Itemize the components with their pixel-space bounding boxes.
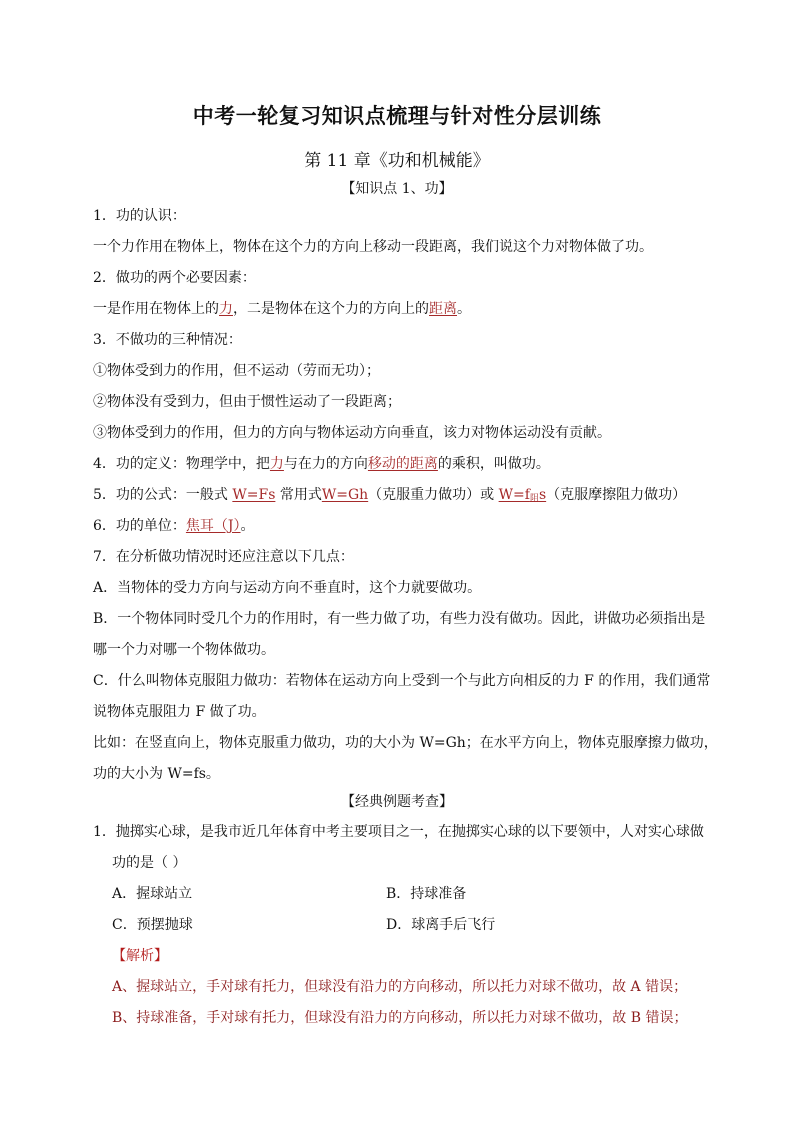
s2-part3: 。	[457, 301, 471, 317]
section-5-text	[93, 485, 705, 509]
option-c: C．预摆抛球	[112, 917, 193, 933]
document-title: 中考一轮复习知识点梳理与针对性分层训练	[192, 103, 602, 128]
section-7-c-line2: 说物体克服阻力 F 做了功。	[93, 704, 266, 720]
keyword-joule: 焦耳（J）	[185, 518, 241, 534]
s4-part1: 4．功的定义：物理学中，把	[93, 456, 270, 472]
section-7-a: A．当物体的受力方向与运动方向不垂直时，这个力就要做功。	[93, 580, 482, 596]
chapter-title: 第 11 章《功和机械能》	[304, 151, 490, 171]
examples-heading: 【经典例题考查】	[341, 794, 453, 810]
section-7-heading: 7．在分析做功情况时还应注意以下几点：	[93, 549, 354, 565]
section-3-item-2: ②物体没有受到力，但由于惯性运动了一段距离；	[93, 394, 401, 410]
s5-part2: 常用式	[275, 487, 322, 503]
formula-friction-a: W=f	[498, 487, 530, 503]
knowledge-point-heading: 【知识点 1、功】	[341, 181, 453, 197]
formula-general: W=Fs	[232, 487, 276, 503]
example-line-1: 比如：在竖直向上，物体克服重力做功，功的大小为 W=Gh；在水平方向上，物体克服摩擦力做功，	[93, 735, 718, 751]
option-d: D．球离手后飞行	[386, 917, 496, 933]
section-7-b-line1: B．一个物体同时受几个力的作用时，有一些力做了功，有些力没有做功。因此，讲做功必须指出是	[93, 611, 706, 627]
option-a: A．握球站立	[112, 886, 193, 902]
s4-part3: 的乘积，叫做功。	[437, 456, 550, 472]
s5-part3: （克服重力做功）或	[368, 487, 499, 503]
section-1-text: 一个力作用在物体上，物体在这个力的方向上移动一段距离，我们说这个力对物体做了功。	[93, 239, 653, 255]
section-2-heading: 2．做功的两个必要因素：	[93, 270, 256, 286]
example-line-2: 功的大小为 W=fs。	[93, 766, 220, 782]
option-b: B．持球准备	[386, 886, 467, 902]
formula-gravity: W=Gh	[321, 487, 369, 503]
question-1-line2: 功的是（ ）	[112, 855, 187, 871]
formula-friction	[499, 487, 547, 503]
section-4-text	[93, 454, 705, 474]
section-2-text	[93, 299, 705, 319]
section-7-b-line2: 哪一个力对哪一个物体做功。	[93, 642, 275, 658]
s2-part1: 一是作用在物体上的	[93, 301, 219, 317]
section-3-heading: 3．不做功的三种情况：	[93, 332, 242, 348]
s2-part2: ，二是物体在这个力的方向上的	[233, 301, 429, 317]
section-6-text	[93, 516, 705, 536]
keyword-distance: 距离	[429, 301, 457, 317]
keyword-force-def: 力	[269, 456, 284, 472]
analysis-label: 【解析】	[112, 948, 168, 964]
formula-friction-b: s	[538, 487, 547, 503]
section-3-item-3: ③物体受到力的作用，但力的方向与物体运动方向垂直，该力对物体运动没有贡献。	[93, 425, 611, 441]
keyword-moved-distance: 移动的距离	[367, 456, 438, 472]
section-1-heading: 1．功的认识：	[93, 208, 186, 224]
keyword-force: 力	[219, 301, 233, 317]
section-7-c-line1: C．什么叫物体克服阻力做功：若物体在运动方向上受到一个与此方向相反的力 F 的作用，我们通常	[93, 673, 711, 689]
s6-part1: 6．功的单位：	[93, 518, 186, 534]
analysis-line-b: B、持球准备，手对球有托力，但球没有沿力的方向移动，所以托力对球不做功，故 B 错误；	[112, 1010, 688, 1026]
analysis-line-a: A、握球站立，手对球有托力，但球没有沿力的方向移动，所以托力对球不做功，故 A 错误；	[112, 979, 688, 995]
section-3-item-1: ①物体受到力的作用，但不运动（劳而无功）；	[93, 363, 380, 379]
formula-friction-sub: 阻	[529, 494, 539, 504]
s6-part2: 。	[240, 518, 255, 534]
s5-part1: 5．功的公式：一般式	[93, 487, 233, 503]
s5-part4: （克服摩擦阻力做功）	[546, 487, 687, 503]
question-1-line1: 1．抛掷实心球，是我市近几年体育中考主要项目之一，在抛掷实心球的以下要领中，人对实心球做	[93, 824, 704, 840]
s4-part2: 与在力的方向	[283, 456, 368, 472]
